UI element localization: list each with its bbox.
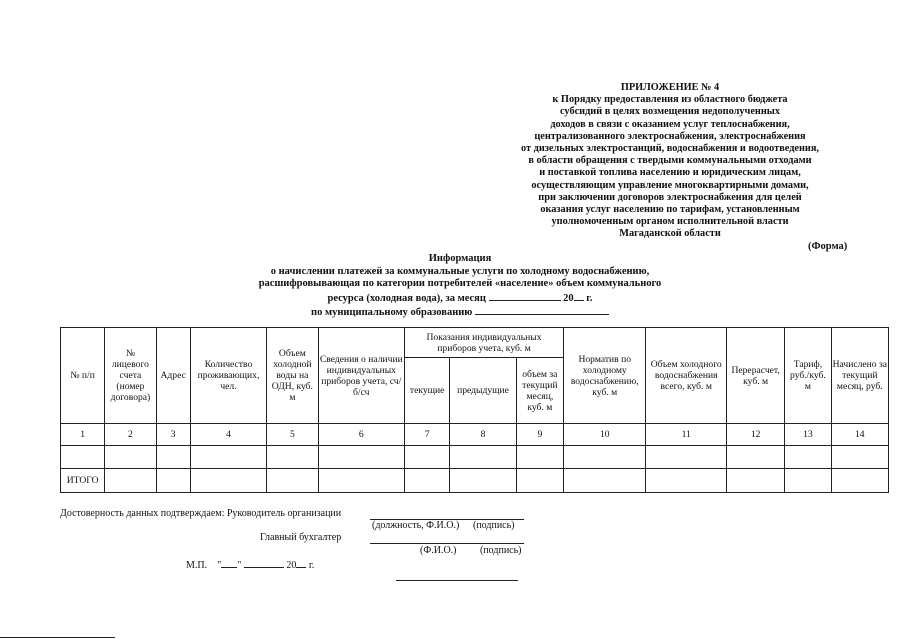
table-cell[interactable] — [156, 446, 190, 469]
header-odn: Объем холодной воды на ОДН, куб. м — [267, 328, 318, 424]
municipality-field[interactable] — [475, 305, 609, 315]
extra-signature-line[interactable] — [396, 580, 518, 581]
table-cell[interactable] — [318, 469, 405, 493]
column-number: 2 — [105, 424, 156, 446]
table-cell[interactable] — [318, 446, 405, 469]
stamp-label: М.П. — [186, 560, 208, 571]
column-number: 9 — [516, 424, 563, 446]
appendix-line: уполномоченным органом исполнительной власти — [551, 216, 789, 228]
municipality-label: по муниципальному образованию — [311, 307, 473, 318]
appendix-line: в области обращения с твердыми коммунальными отходами — [528, 155, 812, 167]
year-suffix: г. — [586, 292, 593, 304]
table-cell[interactable] — [516, 446, 563, 469]
column-number: 3 — [156, 424, 190, 446]
table-cell[interactable] — [450, 446, 516, 469]
date-month-field[interactable] — [244, 558, 284, 568]
info-line-3 — [230, 291, 690, 306]
info-line-3-text: ресурса (холодная вода), за месяц — [327, 292, 486, 304]
signature-caption-1: (подпись) — [473, 520, 515, 531]
appendix-line: и поставкой топлива населению и юридическим лицам, — [539, 167, 801, 179]
table-cell[interactable] — [831, 446, 888, 469]
column-number: 10 — [564, 424, 646, 446]
date-year-prefix: 20 — [286, 560, 297, 571]
header-meters-group: Показания индивидуальных приборов учета, куб. м — [405, 328, 564, 358]
header-account: № лицевого счета (номер договора) — [105, 328, 156, 424]
table-cell[interactable] — [105, 446, 156, 469]
appendix-line: осуществляющим управление многоквартирными домами, — [531, 179, 809, 191]
header-current: текущие — [405, 358, 450, 424]
table-cell[interactable] — [61, 446, 105, 469]
header-row-1 — [61, 328, 889, 358]
info-line-4 — [230, 305, 690, 320]
info-title-block — [230, 253, 690, 320]
year-prefix: 20 — [563, 292, 574, 304]
info-line-2: расшифровывающая по категории потребителей «население» объем коммунального — [258, 278, 662, 289]
table-cell[interactable] — [156, 469, 190, 493]
info-line-1: о начислении платежей за коммунальные услуги по холодному водоснабжению, — [270, 265, 650, 277]
column-number-row — [61, 424, 889, 446]
header-accrued: Начислено за текущий месяц, руб. — [831, 328, 888, 424]
column-number: 8 — [450, 424, 516, 446]
appendix-line: ПРИЛОЖЕНИЕ № 4 — [620, 82, 720, 93]
total-row — [61, 469, 889, 493]
header-total-volume: Объем холодного водоснабжения всего, куб. м — [646, 328, 726, 424]
fio-caption: (Ф.И.О.) — [420, 545, 457, 556]
header-previous: предыдущие — [450, 358, 516, 424]
header-residents: Количество проживающих, чел. — [190, 328, 266, 424]
table-cell[interactable] — [726, 469, 784, 493]
header-recalc: Перерасчет, куб. м — [726, 328, 784, 424]
header-norm: Норматив по холодному водоснабжению, куб. м — [564, 328, 646, 424]
confirm-text: Достоверность данных подтверждаем: Руководитель организации — [60, 508, 342, 519]
column-number: 4 — [190, 424, 266, 446]
data-table — [60, 327, 889, 493]
table-cell[interactable] — [726, 446, 784, 469]
appendix-line: при заключении договоров электроснабжения для целей — [538, 191, 802, 203]
table-cell[interactable] — [267, 469, 318, 493]
table-cell[interactable] — [105, 469, 156, 493]
position-caption: (должность, Ф.И.О.) — [372, 520, 460, 531]
table-cell[interactable] — [785, 469, 831, 493]
appendix-line: оказания услуг населению по тарифам, установленным — [540, 204, 800, 216]
table-cell[interactable] — [516, 469, 563, 493]
appendix-line: централизованного электроснабжения, электроснабжения — [534, 130, 806, 142]
month-field[interactable] — [489, 291, 561, 301]
table-row — [61, 446, 889, 469]
column-number: 13 — [785, 424, 831, 446]
appendix-line: доходов в связи с оказанием услуг теплоснабжения, — [550, 118, 790, 130]
chief-accountant-label: Главный бухгалтер — [260, 532, 342, 543]
column-number: 12 — [726, 424, 784, 446]
appendix-header — [505, 82, 835, 241]
date-day-field[interactable] — [221, 558, 237, 568]
table-cell[interactable] — [450, 469, 516, 493]
header-meters-info: Сведения о наличии индивидуальных приборов учета, сч/б/сч — [318, 328, 405, 424]
header-address: Адрес — [156, 328, 190, 424]
table-cell[interactable] — [646, 469, 726, 493]
header-tariff: Тариф, руб./куб. м — [785, 328, 831, 424]
date-year-field[interactable] — [296, 558, 306, 568]
table-cell[interactable] — [646, 446, 726, 469]
column-number: 11 — [646, 424, 726, 446]
table-cell[interactable] — [405, 446, 450, 469]
column-number: 14 — [831, 424, 888, 446]
table-cell[interactable] — [785, 446, 831, 469]
date-year-suffix: г. — [308, 560, 315, 571]
header-volume-month: объем за текущий месяц, куб. м — [516, 358, 563, 424]
signature-caption-2: (подпись) — [480, 545, 522, 556]
date-quote-close: " — [237, 560, 242, 571]
table-cell[interactable] — [564, 469, 646, 493]
table-cell[interactable] — [267, 446, 318, 469]
column-number: 6 — [318, 424, 405, 446]
column-number: 7 — [405, 424, 450, 446]
year-field[interactable] — [574, 291, 584, 301]
appendix-line: к Порядку предоставления из областного бюджета — [552, 94, 788, 106]
table-cell[interactable] — [190, 446, 266, 469]
accountant-signature-line[interactable] — [370, 543, 524, 544]
appendix-line: от дизельных электростанций, водоснабжения и водоотведения, — [520, 143, 819, 155]
appendix-line: субсидий в целях возмещения недополученных — [560, 106, 780, 118]
stamp-date-line — [186, 558, 314, 571]
table-cell[interactable] — [405, 469, 450, 493]
total-label: ИТОГО — [61, 469, 105, 493]
form-label: (Форма) — [808, 241, 848, 252]
info-title: Информация — [428, 253, 492, 264]
date-quote-open: " — [217, 560, 222, 571]
table-cell[interactable] — [564, 446, 646, 469]
page-edge-line — [0, 637, 115, 638]
column-number: 5 — [267, 424, 318, 446]
column-number: 1 — [61, 424, 105, 446]
header-num: № п/п — [61, 328, 105, 424]
table-cell[interactable] — [190, 469, 266, 493]
appendix-line: Магаданской области — [619, 228, 721, 240]
table-cell[interactable] — [831, 469, 888, 493]
